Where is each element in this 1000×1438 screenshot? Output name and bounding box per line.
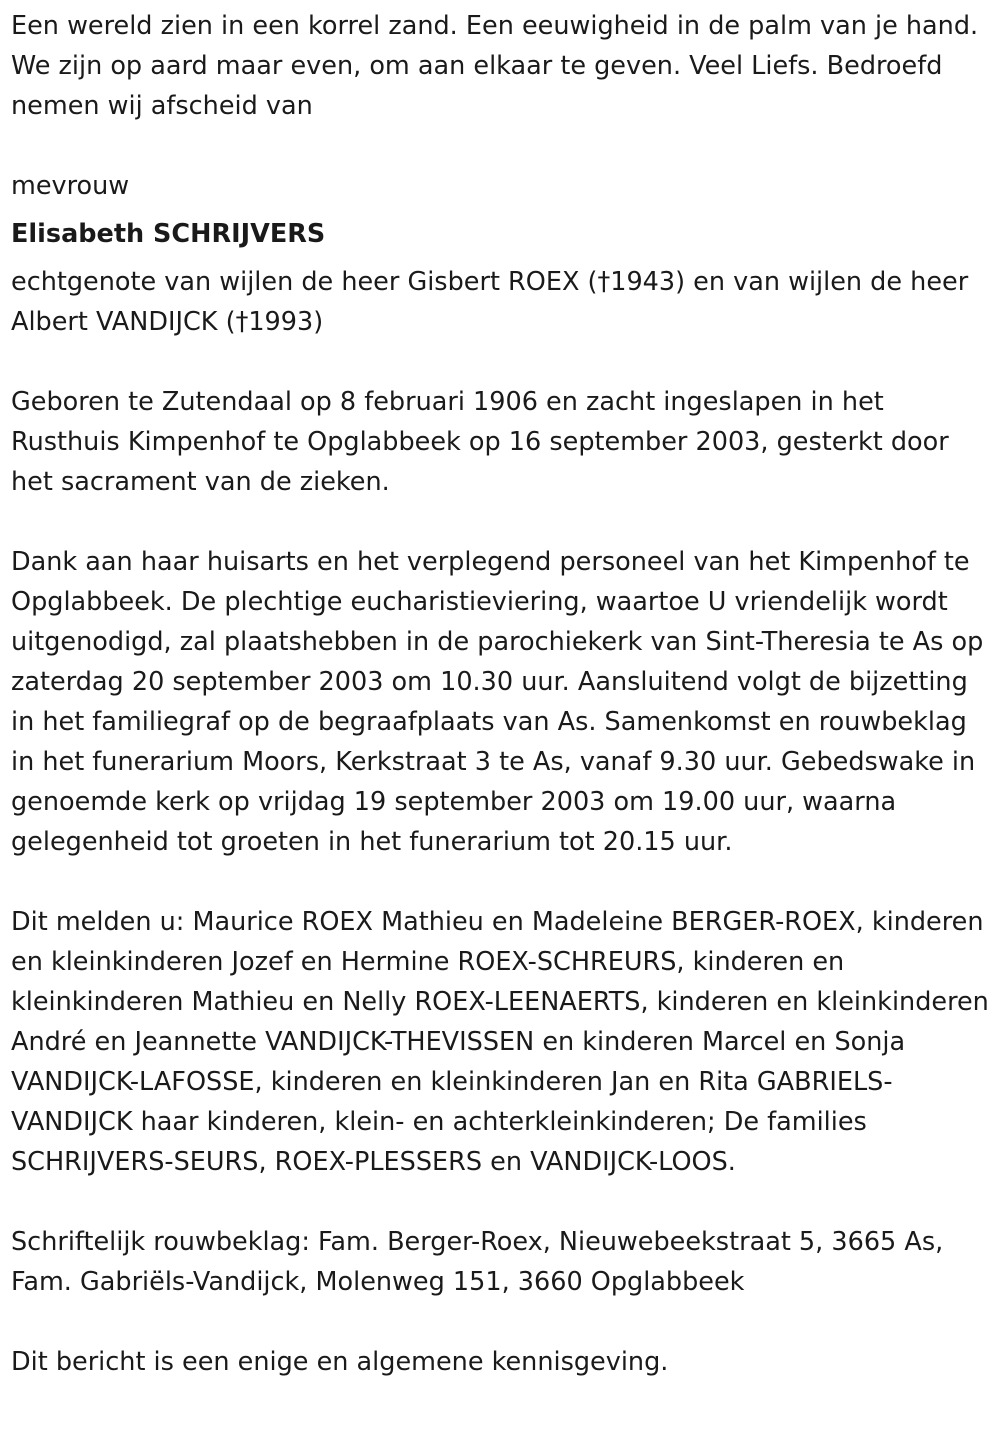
closing-text: Dit bericht is een enige en algemene kennisgeving.: [11, 1347, 669, 1377]
obituary-notice: [11, 6, 996, 1382]
ceremony-text: Dank aan haar huisarts en het verplegend personeel van het Kimpenhof te Opglabbeek. De plechtige eucharistieviering, waartoe U vriendelijk wordt uitgenodigd, zal plaatshebben in de parochiekerk van Sint-Theresia te As op zaterdag 20 september 2003 om 10.30 uur. Aansluitend volgt de bijzetting in het familiegraf op de begraafplaats van As. Samenkomst en rouwbeklag in het funerarium Moors, Kerkstraat 3 te As, vanaf 9.30 uur. Gebedswake in genoemde kerk op vrijdag 19 september 2003 om 19.00 uur, waarna gelegenheid tot groeten in het funerarium tot 20.15 uur.: [11, 547, 984, 857]
spacer: [11, 342, 996, 382]
spacer: [11, 502, 996, 542]
deceased-name: Elisabeth SCHRIJVERS: [11, 219, 326, 249]
spacer: [11, 862, 996, 902]
spacer: [11, 1182, 996, 1222]
condolence-text: Schriftelijk rouwbeklag: Fam. Berger-Roex, Nieuwebeekstraat 5, 3665 As, Fam. Gabriëls-Vandijck, Molenweg 151, 3660 Opglabbeek: [11, 1227, 944, 1297]
spacer: [11, 1302, 996, 1342]
honorific-label: mevrouw: [11, 171, 130, 201]
intro-text: Een wereld zien in een korrel zand. Een eeuwigheid in de palm van je hand. We zijn op aard maar even, om aan elkaar te geven. Veel Liefs. Bedroefd nemen wij afscheid van: [11, 11, 979, 121]
birth-death-text: Geboren te Zutendaal op 8 februari 1906 en zacht ingeslapen in het Rusthuis Kimpenhof te Opglabbeek op 16 september 2003, gesterkt door het sacrament van de zieken.: [11, 387, 949, 497]
family-text: Dit melden u: Maurice ROEX Mathieu en Madeleine BERGER-ROEX, kinderen en kleinkinderen Jozef en Hermine ROEX-SCHREURS, kinderen en kleinkinderen Mathieu en Nelly ROEX-LEENAERTS, kinderen en kleinkinderen André en Jeannette VANDIJCK-THEVISSEN en kinderen Marcel en Sonja VANDIJCK-LAFOSSE, kinderen en kleinkinderen Jan en Rita GABRIELS-VANDIJCK haar kinderen, klein- en achterkleinkinderen; De families SCHRIJVERS-SEURS, ROEX-PLESSERS en VANDIJCK-LOOS.: [11, 907, 989, 1177]
spacer: [11, 126, 996, 166]
spouses-text: echtgenote van wijlen de heer Gisbert ROEX (†1943) en van wijlen de heer Albert VANDIJCK (†1993): [11, 267, 969, 337]
